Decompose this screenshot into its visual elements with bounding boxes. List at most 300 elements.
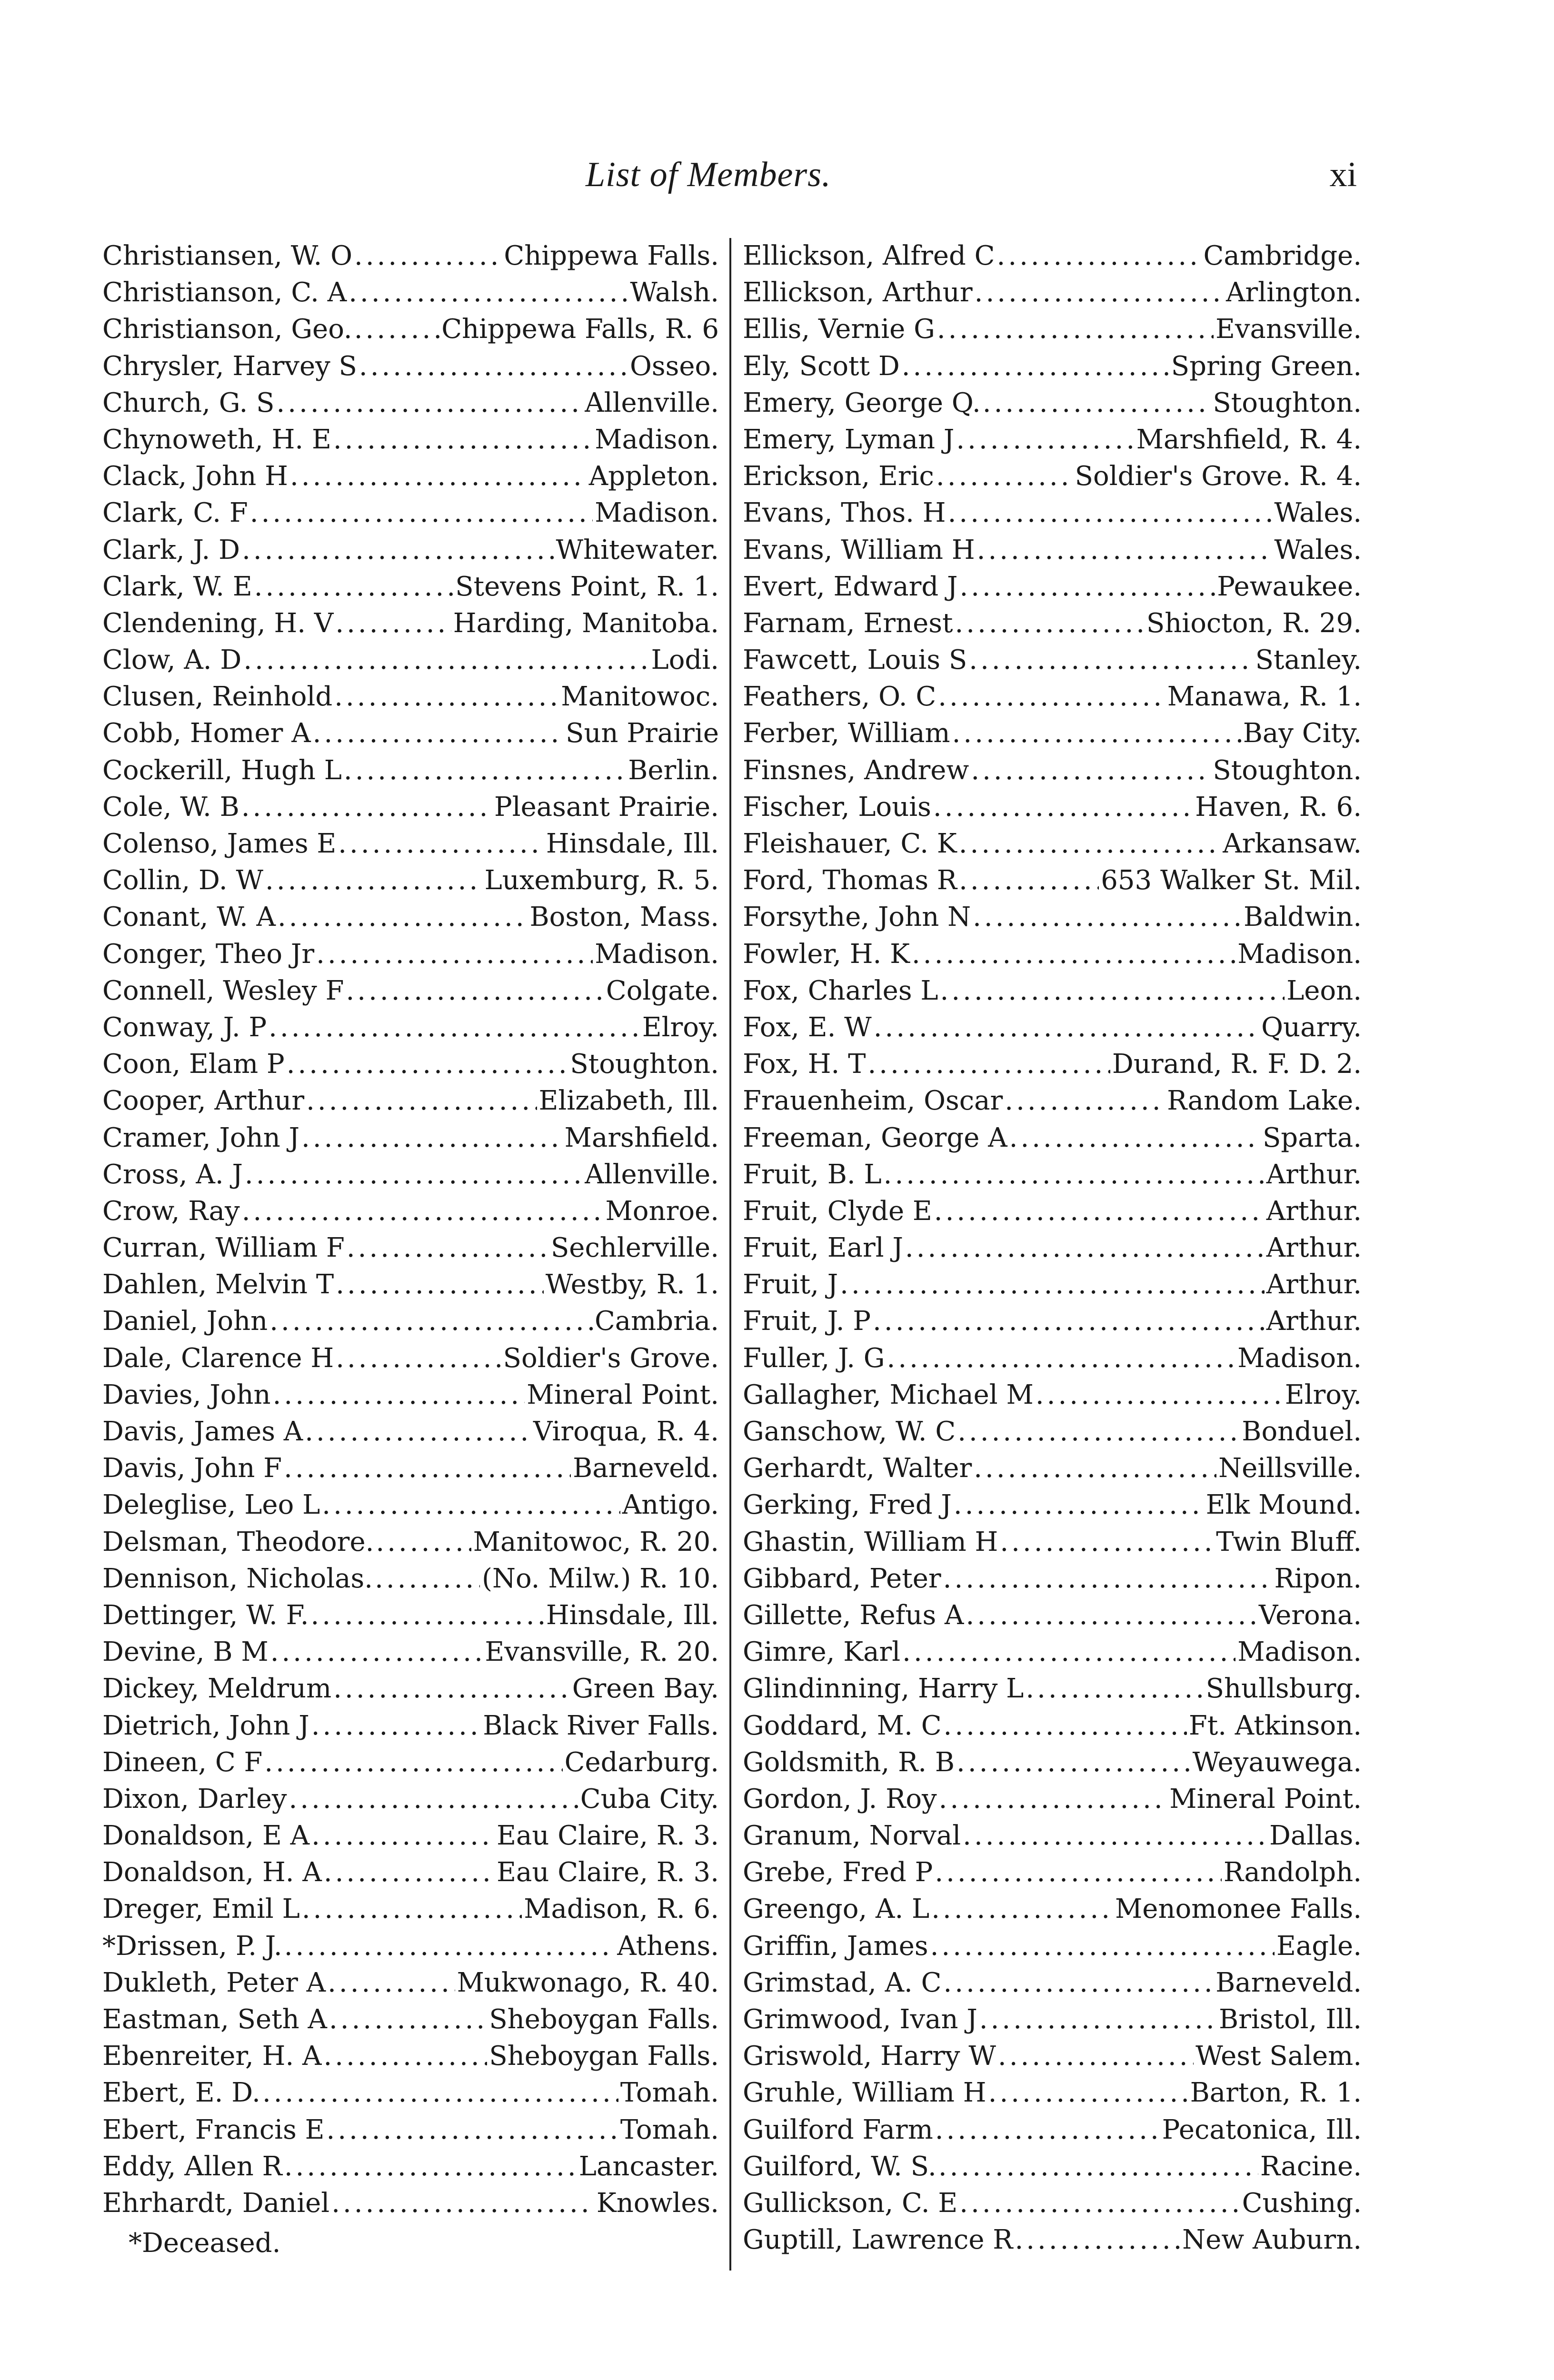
member-entry: [743, 1196, 1362, 1232]
member-place: Athens.: [617, 1930, 719, 1962]
dot-leader: [346, 975, 604, 1006]
dot-leader: [254, 571, 454, 602]
member-place: Boston, Mass.: [529, 902, 719, 933]
dot-leader: [1009, 1122, 1261, 1153]
member-name: Clark, W. E: [102, 571, 252, 602]
member-entry: [743, 1820, 1362, 1857]
dot-leader: [956, 424, 1134, 455]
member-place: (No. Milw.) R. 10.: [482, 1563, 719, 1594]
member-name: Guptill, Lawrence R: [743, 2224, 1013, 2256]
dot-leader: [311, 1710, 481, 1741]
member-name: Gimre, Karl: [743, 1636, 901, 1668]
member-name: Dale, Clarence H: [102, 1342, 334, 1374]
member-place: Eau Claire, R. 3.: [497, 1857, 719, 1888]
member-entry: [102, 1967, 719, 2004]
member-name: Dennison, Nicholas.: [102, 1563, 373, 1594]
member-place: Arthur.: [1266, 1306, 1362, 1337]
member-entry: [743, 645, 1362, 681]
member-entry: [743, 1563, 1362, 1600]
member-name: Granum, Norval: [743, 1820, 961, 1852]
member-name: Donaldson, E A: [102, 1820, 310, 1852]
member-place: Cedarburg.: [564, 1746, 719, 1778]
member-place: Shullsburg.: [1205, 1673, 1362, 1705]
dot-leader: [301, 1122, 563, 1153]
member-name: Ghastin, William H: [743, 1526, 998, 1557]
dot-leader: [840, 1269, 1265, 1300]
member-entry: [743, 424, 1362, 461]
member-name: Evans, Thos. H: [743, 497, 946, 529]
dot-leader: [979, 2004, 1217, 2035]
member-entry: [743, 1049, 1362, 1085]
dot-leader: [867, 1049, 1110, 1080]
member-place: Barneveld.: [1215, 1967, 1362, 1998]
member-place: Weyauwega.: [1192, 1746, 1362, 1778]
member-place: Monroe.: [605, 1195, 719, 1227]
member-name: Daniel, John: [102, 1306, 268, 1337]
dot-leader: [331, 2188, 595, 2219]
member-entry: [743, 755, 1362, 792]
member-name: Gibbard, Peter: [743, 1563, 941, 1594]
member-place: Mukwonago, R. 40.: [457, 1967, 719, 1998]
member-entry: [743, 1232, 1362, 1269]
member-name: Fruit, B. L: [743, 1159, 882, 1190]
dot-leader: [344, 755, 626, 786]
dot-leader: [957, 1416, 1240, 1447]
member-name: Dukleth, Peter A: [102, 1967, 326, 1998]
member-entry: [102, 608, 719, 645]
member-place: Sun Prairie: [566, 718, 719, 749]
member-name: Emery, George Q.: [743, 387, 981, 418]
member-entry: [743, 351, 1362, 387]
member-name: Greengo, A. L: [743, 1894, 930, 1925]
member-name: Goldsmith, R. B: [743, 1746, 955, 1778]
member-place: Ft. Atkinson.: [1188, 1710, 1362, 1741]
member-place: Bonduel.: [1242, 1416, 1362, 1447]
member-place: Madison.: [595, 424, 719, 455]
member-entry: [743, 571, 1362, 608]
dot-leader: [966, 1600, 1256, 1631]
member-entry: [743, 1159, 1362, 1196]
member-entry: [743, 1453, 1362, 1489]
member-entry: [743, 1894, 1362, 1930]
member-name: Curran, William F: [102, 1232, 345, 1264]
member-entry: [743, 1673, 1362, 1710]
member-entry: [743, 1269, 1362, 1306]
dot-leader: [887, 1343, 1236, 1374]
member-entry: [102, 497, 719, 534]
member-entry: [102, 277, 719, 314]
member-entry: [102, 2041, 719, 2077]
member-name: Christianson, C. A: [102, 277, 347, 308]
member-entry: [102, 1931, 719, 1967]
column-divider: [729, 238, 731, 2271]
member-place: Eau Claire, R. 3.: [497, 1820, 719, 1852]
member-name: Gerhardt, Walter: [743, 1453, 972, 1484]
dot-leader: [902, 1636, 1235, 1667]
dot-leader: [273, 1379, 525, 1410]
member-place: Pleasant Prairie.: [494, 791, 719, 823]
member-entry: [102, 424, 719, 461]
member-name: Finsnes, Andrew: [743, 754, 969, 786]
member-name: Davies, John: [102, 1379, 271, 1410]
member-name: Fruit, Clyde E: [743, 1195, 932, 1227]
member-place: Eagle.: [1276, 1930, 1362, 1962]
member-place: Lancaster.: [578, 2151, 719, 2182]
member-place: Elroy.: [642, 1012, 719, 1043]
member-name: Fox, H. T: [743, 1049, 866, 1080]
dot-leader: [284, 1453, 571, 1484]
dot-leader: [988, 2077, 1188, 2108]
member-place: Hinsdale, Ill.: [546, 828, 719, 859]
dot-leader: [959, 865, 1099, 896]
member-entry: [102, 1857, 719, 1894]
member-entry: [743, 2004, 1362, 2041]
member-place: Randolph.: [1223, 1857, 1362, 1888]
member-entry: [743, 1379, 1362, 1416]
dot-leader: [955, 608, 1144, 639]
dot-leader: [375, 1563, 480, 1594]
member-entry: [102, 865, 719, 902]
member-entry: [102, 2151, 719, 2188]
member-place: Harding, Manitoba.: [453, 607, 719, 639]
member-name: Grimstad, A. C: [743, 1967, 942, 1998]
member-name: Clark, J. D: [102, 534, 240, 565]
member-name: Gullickson, C. E: [743, 2187, 958, 2219]
member-name: Clusen, Reinhold: [102, 681, 333, 713]
dot-leader: [938, 2151, 1258, 2182]
member-place: Madison, R. 6.: [524, 1894, 719, 1925]
member-entry: [102, 1747, 719, 1784]
page-number: xi: [1329, 155, 1357, 194]
member-entry: [743, 461, 1362, 497]
member-place: Mineral Point.: [527, 1379, 719, 1410]
member-name: Clack, John H: [102, 461, 288, 492]
member-entry: [102, 1600, 719, 1636]
member-name: Christianson, Geo.: [102, 314, 352, 345]
dot-leader: [944, 1710, 1187, 1741]
dot-leader: [328, 1967, 455, 1998]
member-place: Baldwin.: [1243, 902, 1362, 933]
member-name: Conant, W. A: [102, 902, 276, 933]
dot-leader: [1036, 1379, 1283, 1410]
member-place: Viroqua, R. 4.: [533, 1416, 719, 1447]
member-entry: [743, 681, 1362, 718]
member-name: Collin, D. W: [102, 865, 264, 896]
member-entry: [102, 1673, 719, 1710]
member-name: Crow, Ray: [102, 1195, 240, 1227]
member-place: Evansville.: [1215, 314, 1362, 345]
member-place: Osseo.: [629, 350, 719, 382]
member-name: Cramer, John J: [102, 1122, 300, 1153]
dot-leader: [276, 387, 583, 418]
member-entry: [743, 1710, 1362, 1747]
member-entry: [102, 1196, 719, 1232]
dot-leader: [973, 902, 1242, 932]
members-column-left: [102, 240, 719, 2224]
dot-leader: [354, 240, 502, 271]
dot-leader: [289, 1784, 578, 1815]
member-place: Sheboygan Falls.: [489, 2041, 719, 2072]
member-entry: [102, 755, 719, 792]
dot-leader: [874, 1012, 1259, 1043]
member-name: Devine, B M: [102, 1636, 269, 1668]
member-entry: [102, 939, 719, 975]
dot-leader: [934, 1196, 1265, 1227]
member-place: Appleton.: [588, 461, 719, 492]
member-entry: [743, 1967, 1362, 2004]
member-name: Freeman, George A: [743, 1122, 1007, 1153]
dot-leader: [241, 792, 492, 823]
member-name: Davis, John F: [102, 1453, 282, 1484]
member-entry: [102, 1343, 719, 1379]
member-place: Berlin.: [628, 754, 719, 786]
member-place: Whitewater.: [556, 534, 719, 565]
member-place: Arthur.: [1266, 1195, 1362, 1227]
member-name: Fawcett, Louis S: [743, 645, 967, 676]
member-name: Fruit, J. P: [743, 1306, 871, 1337]
dot-leader: [937, 314, 1214, 345]
member-place: Dallas.: [1269, 1820, 1362, 1852]
dot-leader: [333, 424, 593, 455]
member-entry: [743, 535, 1362, 571]
member-entry: [743, 1931, 1362, 1967]
member-name: Fischer, Louis: [743, 791, 931, 823]
member-place: Colgate.: [606, 975, 719, 1006]
member-entry: [743, 1636, 1362, 1673]
dot-leader: [969, 645, 1253, 675]
member-entry: [743, 1600, 1362, 1636]
dot-leader: [311, 1600, 544, 1631]
dot-leader: [270, 1636, 483, 1667]
member-entry: [102, 1894, 719, 1930]
member-entry: [102, 1232, 719, 1269]
dot-leader: [336, 1269, 544, 1300]
member-place: Spring Green.: [1171, 350, 1362, 382]
member-entry: [743, 2077, 1362, 2114]
dot-leader: [250, 497, 593, 528]
member-entry: [102, 1710, 719, 1747]
member-entry: [102, 535, 719, 571]
dot-leader: [269, 1306, 593, 1337]
dot-leader: [354, 314, 439, 345]
member-entry: [743, 828, 1362, 865]
member-name: Colenso, James E: [102, 828, 337, 859]
member-place: Stoughton.: [1213, 387, 1362, 418]
member-entry: [743, 718, 1362, 754]
dot-leader: [264, 1747, 562, 1778]
member-name: Cole, W. B: [102, 791, 239, 823]
member-name: Dettinger, W. F.: [102, 1599, 309, 1631]
member-name: Chrysler, Harvey S: [102, 350, 357, 382]
member-name: Fruit, Earl J: [743, 1232, 903, 1264]
dot-leader: [997, 240, 1202, 271]
member-entry: [102, 314, 719, 350]
member-name: Grebe, Fred P: [743, 1857, 933, 1888]
member-place: Stevens Point, R. 1.: [455, 571, 719, 602]
member-name: Guilford Farm: [743, 2114, 933, 2145]
member-entry: [743, 314, 1362, 350]
member-name: Fox, E. W: [743, 1012, 872, 1043]
member-name: Griffin, James: [743, 1930, 928, 1962]
dot-leader: [338, 828, 544, 859]
member-place: Quarry.: [1261, 1012, 1362, 1043]
page-header: [586, 155, 1366, 207]
page-title: List of Members.: [586, 155, 831, 194]
member-entry: [102, 1636, 719, 1673]
member-place: Bay City.: [1243, 718, 1362, 749]
member-name: Guilford, W. S.: [743, 2151, 936, 2182]
member-entry: [102, 645, 719, 681]
member-place: Haven, R. 6.: [1195, 791, 1362, 823]
member-place: Marshfield.: [564, 1122, 719, 1153]
member-name: Dineen, C F: [102, 1746, 263, 1778]
member-entry: [743, 2151, 1362, 2188]
member-entry: [743, 1747, 1362, 1784]
member-name: Delsman, Theodore.: [102, 1526, 374, 1557]
member-entry: [102, 2004, 719, 2041]
member-place: Sechlerville.: [550, 1232, 719, 1264]
member-name: Ebert, E. D.: [102, 2077, 260, 2109]
member-place: Madison.: [1237, 938, 1362, 970]
member-name: Connell, Wesley F: [102, 975, 344, 1006]
members-column-right: [743, 240, 1362, 2261]
member-place: Bristol, Ill.: [1218, 2004, 1362, 2035]
member-place: Soldier's Grove. R. 4.: [1075, 461, 1362, 492]
member-name: Ellis, Vernie G: [743, 314, 935, 345]
dot-leader: [902, 351, 1169, 382]
dot-leader: [938, 681, 1165, 712]
member-name: Clark, C. F: [102, 497, 248, 529]
member-entry: [743, 2224, 1362, 2261]
member-entry: [743, 1306, 1362, 1342]
dot-leader: [971, 755, 1211, 786]
dot-leader: [873, 1306, 1265, 1337]
dot-leader: [262, 2077, 618, 2108]
member-name: Ellickson, Arthur: [743, 277, 973, 308]
dot-leader: [933, 792, 1193, 823]
member-place: Madison.: [1237, 1342, 1362, 1374]
member-place: Ripon.: [1274, 1563, 1362, 1594]
member-place: Cuba City.: [580, 1783, 719, 1815]
member-name: Ferber, William: [743, 718, 950, 749]
member-name: Deleglise, Leo L: [102, 1489, 320, 1521]
member-place: Chippewa Falls, R. 6: [441, 314, 719, 345]
member-name: Ganschow, W. C: [743, 1416, 956, 1447]
member-entry: [743, 975, 1362, 1012]
member-name: Chynoweth, H. E: [102, 424, 331, 455]
dot-leader: [912, 939, 1235, 970]
member-place: Chippewa Falls.: [504, 240, 719, 271]
dot-leader: [242, 1196, 604, 1227]
dot-leader: [975, 277, 1224, 308]
dot-leader: [334, 681, 559, 712]
member-name: Ford, Thomas R: [743, 865, 957, 896]
member-entry: [102, 1527, 719, 1563]
member-entry: [743, 1527, 1362, 1563]
dot-leader: [930, 1931, 1275, 1962]
member-name: Ellickson, Alfred C: [743, 240, 995, 271]
member-place: Neillsville.: [1218, 1453, 1362, 1484]
member-name: Ebenreiter, H. A: [102, 2041, 322, 2072]
dot-leader: [278, 902, 528, 932]
member-entry: [102, 2077, 719, 2114]
member-name: Davis, James A: [102, 1416, 303, 1447]
member-entry: [102, 2188, 719, 2224]
member-entry: [743, 2041, 1362, 2077]
dot-leader: [322, 1489, 620, 1520]
member-entry: [102, 351, 719, 387]
dot-leader: [335, 608, 451, 639]
member-place: Wales.: [1274, 534, 1362, 565]
member-place: Allenville.: [585, 387, 719, 418]
dot-leader: [959, 828, 1221, 859]
dot-leader: [349, 277, 628, 308]
member-entry: [102, 461, 719, 497]
member-name: Dixon, Darley: [102, 1783, 287, 1815]
member-place: Westby, R. 1.: [545, 1269, 719, 1300]
member-place: Arthur.: [1266, 1232, 1362, 1264]
member-place: Elroy.: [1285, 1379, 1362, 1410]
dot-leader: [1026, 1673, 1204, 1704]
member-entry: [102, 240, 719, 277]
member-place: West Salem.: [1195, 2041, 1362, 2072]
dot-leader: [359, 351, 628, 382]
dot-leader: [305, 1416, 531, 1447]
member-entry: [743, 902, 1362, 938]
member-place: Arthur.: [1266, 1159, 1362, 1190]
member-entry: [743, 792, 1362, 828]
dot-leader: [245, 1159, 583, 1190]
member-entry: [743, 865, 1362, 902]
member-place: Stoughton.: [570, 1049, 719, 1080]
dot-leader: [1005, 1085, 1165, 1116]
member-name: Coon, Elam P: [102, 1049, 285, 1080]
member-name: Ebert, Francis E: [102, 2114, 325, 2145]
member-entry: [102, 792, 719, 828]
member-name: Grimwood, Ivan J: [743, 2004, 977, 2035]
member-entry: [743, 1012, 1362, 1049]
member-entry: [743, 1416, 1362, 1453]
member-name: Gallagher, Michael M: [743, 1379, 1034, 1410]
footnote: *Deceased.: [129, 2228, 281, 2259]
dot-leader: [935, 1857, 1222, 1888]
member-place: Shiocton, R. 29.: [1146, 607, 1362, 639]
member-entry: [102, 1784, 719, 1820]
member-entry: [102, 1489, 719, 1526]
dot-leader: [336, 1343, 501, 1374]
member-place: Arkansaw.: [1223, 828, 1362, 859]
member-name: Cross, A. J: [102, 1159, 243, 1190]
member-place: Manawa, R. 1.: [1167, 681, 1362, 713]
member-entry: [102, 1269, 719, 1306]
member-entry: [102, 1453, 719, 1489]
member-name: Evert, Edward J: [743, 571, 958, 602]
member-entry: [102, 1049, 719, 1085]
member-place: Pecatonica, Ill.: [1162, 2114, 1362, 2145]
member-entry: [102, 1306, 719, 1342]
member-place: Antigo.: [622, 1489, 719, 1521]
member-place: Green Bay.: [572, 1673, 719, 1705]
dot-leader: [347, 1232, 549, 1263]
member-place: Racine.: [1260, 2151, 1362, 2182]
dot-leader: [327, 2114, 618, 2145]
member-entry: [743, 608, 1362, 645]
member-name: Farnam, Ernest: [743, 607, 953, 639]
member-place: Pewaukee.: [1217, 571, 1362, 602]
member-name: Evans, William H: [743, 534, 975, 565]
dot-leader: [290, 461, 587, 492]
dot-leader: [242, 535, 554, 565]
